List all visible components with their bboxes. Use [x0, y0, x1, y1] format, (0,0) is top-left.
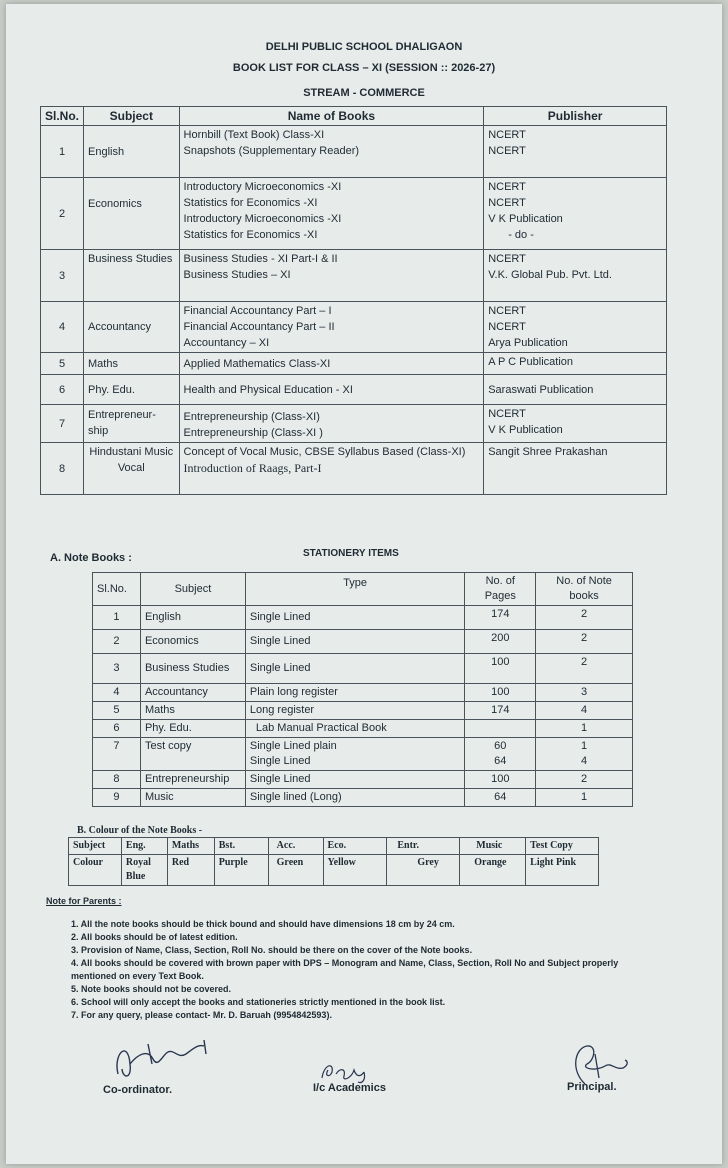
count-line: 4 [581, 755, 588, 767]
table-row [93, 684, 633, 702]
row-subject: English [84, 126, 180, 178]
table-row [93, 789, 633, 807]
colour-label: B. Colour of the Note Books - [77, 825, 203, 836]
colour-cell: Subject [69, 838, 122, 855]
notes-title: Note for Parents : [46, 896, 122, 906]
row-pages: 200 [465, 630, 536, 654]
colour-cell: Red [167, 855, 214, 886]
publisher-name: NCERT [488, 305, 526, 317]
book-title: Statistics for Economics -XI [183, 197, 318, 209]
colour-cell: Royal Blue [121, 855, 167, 886]
row-publisher [484, 126, 667, 178]
row-subject: Economics [84, 178, 180, 250]
row-books [179, 250, 484, 302]
row-subject: Entrepreneurship [140, 771, 245, 789]
table-row [41, 405, 667, 443]
row-books [179, 302, 484, 353]
note-item: 5. Note books should not be covered. [71, 984, 232, 994]
book-table-header [41, 107, 667, 126]
row-publisher [484, 353, 667, 375]
table-row [93, 654, 633, 684]
row-publisher [484, 375, 667, 405]
colour-subject-row [69, 838, 599, 855]
row-subject: Music [140, 789, 245, 807]
stream-title: STREAM - COMMERCE [303, 87, 425, 99]
publisher-name: A P C Publication [488, 356, 573, 368]
row-type: Single Lined [245, 771, 464, 789]
table-row [93, 702, 633, 720]
publisher-name: NCERT [488, 197, 526, 209]
row-subject: Business Studies [140, 654, 245, 684]
table-row [41, 250, 667, 302]
row-sl: 8 [93, 771, 141, 789]
book-list-table [40, 106, 667, 495]
row-type: Plain long register [245, 684, 464, 702]
row-sl: 1 [93, 606, 141, 630]
row-subject: Phy. Edu. [140, 720, 245, 738]
count-line: 1 [581, 740, 588, 752]
header-publisher: Publisher [484, 107, 667, 126]
row-subject: English [140, 606, 245, 630]
row-count: 1 [536, 720, 633, 738]
row-type: Single Lined [245, 630, 464, 654]
header-count: No. of Note books [536, 573, 633, 606]
row-sl: 6 [93, 720, 141, 738]
type-line: Single Lined plain [249, 740, 337, 752]
row-pages: 100 [465, 684, 536, 702]
publisher-name: NCERT [488, 321, 526, 333]
row-publisher [484, 178, 667, 250]
row-count: 4 [536, 702, 633, 720]
row-count: 2 [536, 654, 633, 684]
row-publisher [484, 250, 667, 302]
book-title: Financial Accountancy Part – II [183, 321, 335, 333]
colour-cell: Entr. [387, 838, 460, 855]
table-row [93, 720, 633, 738]
table-row [41, 375, 667, 405]
row-subject: Economics [140, 630, 245, 654]
header-books: Name of Books [179, 107, 484, 126]
row-type: Lab Manual Practical Book [245, 720, 464, 738]
principal-label: Principal. [567, 1081, 617, 1093]
publisher-name: Arya Publication [488, 337, 568, 349]
colour-cell: Yellow [323, 855, 387, 886]
table-row [41, 302, 667, 353]
book-title: Entrepreneurship (Class-XI ) [183, 427, 323, 439]
book-title: Snapshots (Supplementary Reader) [183, 145, 360, 157]
academics-label: I/c Academics [313, 1082, 386, 1094]
book-title: Financial Accountancy Part – I [183, 305, 332, 317]
row-sl: 8 [41, 443, 84, 495]
row-count: 3 [536, 684, 633, 702]
note-books-label: A. Note Books : [50, 552, 132, 564]
coordinator-signature [108, 1034, 218, 1084]
row-type: Single Lined [245, 606, 464, 630]
publisher-name: Saraswati Publication [488, 383, 594, 396]
booklist-title: BOOK LIST FOR CLASS – XI (SESSION :: 2026-27) [232, 62, 496, 74]
row-subject: Business Studies [84, 250, 180, 302]
publisher-name: V K Publication [488, 213, 563, 225]
row-books [179, 126, 484, 178]
row-sl: 1 [41, 126, 84, 178]
row-type: Long register [245, 702, 464, 720]
colour-cell: Light Pink [526, 855, 599, 886]
note-item: mentioned on every Text Book. [71, 971, 204, 981]
colour-cell: Eng. [121, 838, 167, 855]
row-subject: Test copy [140, 738, 245, 771]
row-subject: Entrepreneur-ship [84, 405, 180, 443]
row-sl: 7 [41, 405, 84, 443]
row-sl: 2 [93, 630, 141, 654]
row-count: 2 [536, 606, 633, 630]
row-books [179, 405, 484, 443]
row-subject: Phy. Edu. [84, 375, 180, 405]
note-item: 2. All books should be of latest edition. [71, 932, 238, 942]
note-item: 4. All books should be covered with brown paper with DPS – Monogram and Name, Class, Section, Roll No and Subject properly [71, 958, 619, 968]
row-subject: Accountancy [84, 302, 180, 353]
row-pages [465, 738, 536, 771]
colour-cell: Grey [387, 855, 460, 886]
row-publisher [484, 443, 667, 495]
colour-table [68, 837, 599, 886]
academics-signature [318, 1058, 378, 1084]
stationery-title: STATIONERY ITEMS [303, 548, 399, 559]
row-books [179, 375, 484, 405]
header-pages: No. of Pages [465, 573, 536, 606]
row-books [179, 443, 484, 495]
header-sl: Sl.No. [93, 573, 141, 606]
header-sl: Sl.No. [41, 107, 84, 126]
publisher-name: NCERT [488, 145, 526, 157]
publisher-name: NCERT [488, 181, 526, 193]
book-title: Accountancy – XI [183, 337, 270, 349]
row-sl: 3 [41, 250, 84, 302]
note-item: 7. For any query, please contact- Mr. D. Baruah (9954842593). [71, 1010, 332, 1020]
publisher-name: Sangit Shree Prakashan [488, 446, 608, 458]
type-line: Single Lined [249, 755, 311, 767]
header-type: Type [245, 573, 464, 606]
row-pages [465, 720, 536, 738]
row-pages: 174 [465, 606, 536, 630]
row-subject: Maths [84, 353, 180, 375]
row-type [245, 738, 464, 771]
row-books [179, 178, 484, 250]
colour-cell: Test Copy [526, 838, 599, 855]
book-title: Introductory Microeconomics -XI [183, 181, 342, 193]
book-title: Business Studies – XI [183, 269, 291, 281]
publisher-name: NCERT [488, 129, 526, 141]
colour-cell: Maths [167, 838, 214, 855]
row-publisher [484, 405, 667, 443]
table-row [41, 443, 667, 495]
row-pages: 100 [465, 771, 536, 789]
row-pages: 100 [465, 654, 536, 684]
publisher-name: V K Publication [488, 424, 563, 436]
book-title: Hornbill (Text Book) Class-XI [183, 129, 325, 141]
colour-cell: Eco. [323, 838, 387, 855]
publisher-name: - do - [508, 229, 534, 241]
colour-cell: Bst. [214, 838, 268, 855]
book-title: Introduction of Raags, Part-I [183, 461, 322, 475]
table-row [41, 126, 667, 178]
row-sl: 3 [93, 654, 141, 684]
school-name: DELHI PUBLIC SCHOOL DHALIGAON [265, 41, 463, 53]
row-subject: Maths [140, 702, 245, 720]
note-item: 1. All the note books should be thick bound and should have dimensions 18 cm by 24 cm. [71, 919, 455, 929]
note-books-table [92, 572, 633, 807]
coordinator-label: Co-ordinator. [103, 1084, 173, 1096]
table-row [41, 178, 667, 250]
row-sl: 6 [41, 375, 84, 405]
table-row [93, 771, 633, 789]
publisher-name: NCERT [488, 408, 526, 420]
table-row [41, 353, 667, 375]
colour-value-row [69, 855, 599, 886]
publisher-name: NCERT [488, 253, 526, 265]
note-table-header [93, 573, 633, 606]
row-type: Single Lined [245, 654, 464, 684]
row-sl: 2 [41, 178, 84, 250]
row-count: 2 [536, 630, 633, 654]
row-sl: 7 [93, 738, 141, 771]
colour-cell: Purple [214, 855, 268, 886]
book-title: Concept of Vocal Music, CBSE Syllabus Based (Class-XI) [183, 446, 466, 458]
colour-cell: Green [268, 855, 323, 886]
book-title: Applied Mathematics Class-XI [183, 357, 331, 370]
colour-cell: Music [460, 838, 526, 855]
book-title: Business Studies - XI Part-I & II [183, 253, 338, 265]
publisher-name: V.K. Global Pub. Pvt. Ltd. [488, 269, 612, 281]
table-row [93, 630, 633, 654]
note-item: 3. Provision of Name, Class, Section, Roll No. should be there on the cover of the Note books. [71, 945, 473, 955]
book-title: Entrepreneurship (Class-XI) [183, 411, 320, 423]
table-row [93, 606, 633, 630]
pages-line: 60 [494, 740, 507, 752]
header-subject: Subject [140, 573, 245, 606]
book-title: Statistics for Economics -XI [183, 229, 318, 241]
row-sl: 5 [41, 353, 84, 375]
colour-cell: Colour [69, 855, 122, 886]
row-subject: Hindustani Music Vocal [84, 443, 180, 495]
row-subject: Accountancy [140, 684, 245, 702]
pages-line: 64 [494, 755, 507, 767]
row-books [179, 353, 484, 375]
row-count: 2 [536, 771, 633, 789]
row-sl: 5 [93, 702, 141, 720]
colour-cell: Acc. [268, 838, 323, 855]
row-sl: 9 [93, 789, 141, 807]
row-sl: 4 [93, 684, 141, 702]
note-item: 6. School will only accept the books and stationeries strictly mentioned in the book list. [71, 997, 446, 1007]
row-sl: 4 [41, 302, 84, 353]
row-count: 1 [536, 789, 633, 807]
row-pages: 174 [465, 702, 536, 720]
header-subject: Subject [84, 107, 180, 126]
row-count [536, 738, 633, 771]
book-title: Health and Physical Education - XI [183, 383, 353, 396]
notes-list [71, 918, 641, 1022]
row-publisher [484, 302, 667, 353]
colour-cell: Orange [460, 855, 526, 886]
book-title: Introductory Microeconomics -XI [183, 213, 342, 225]
row-pages: 64 [465, 789, 536, 807]
row-type: Single lined (Long) [245, 789, 464, 807]
table-row [93, 738, 633, 771]
